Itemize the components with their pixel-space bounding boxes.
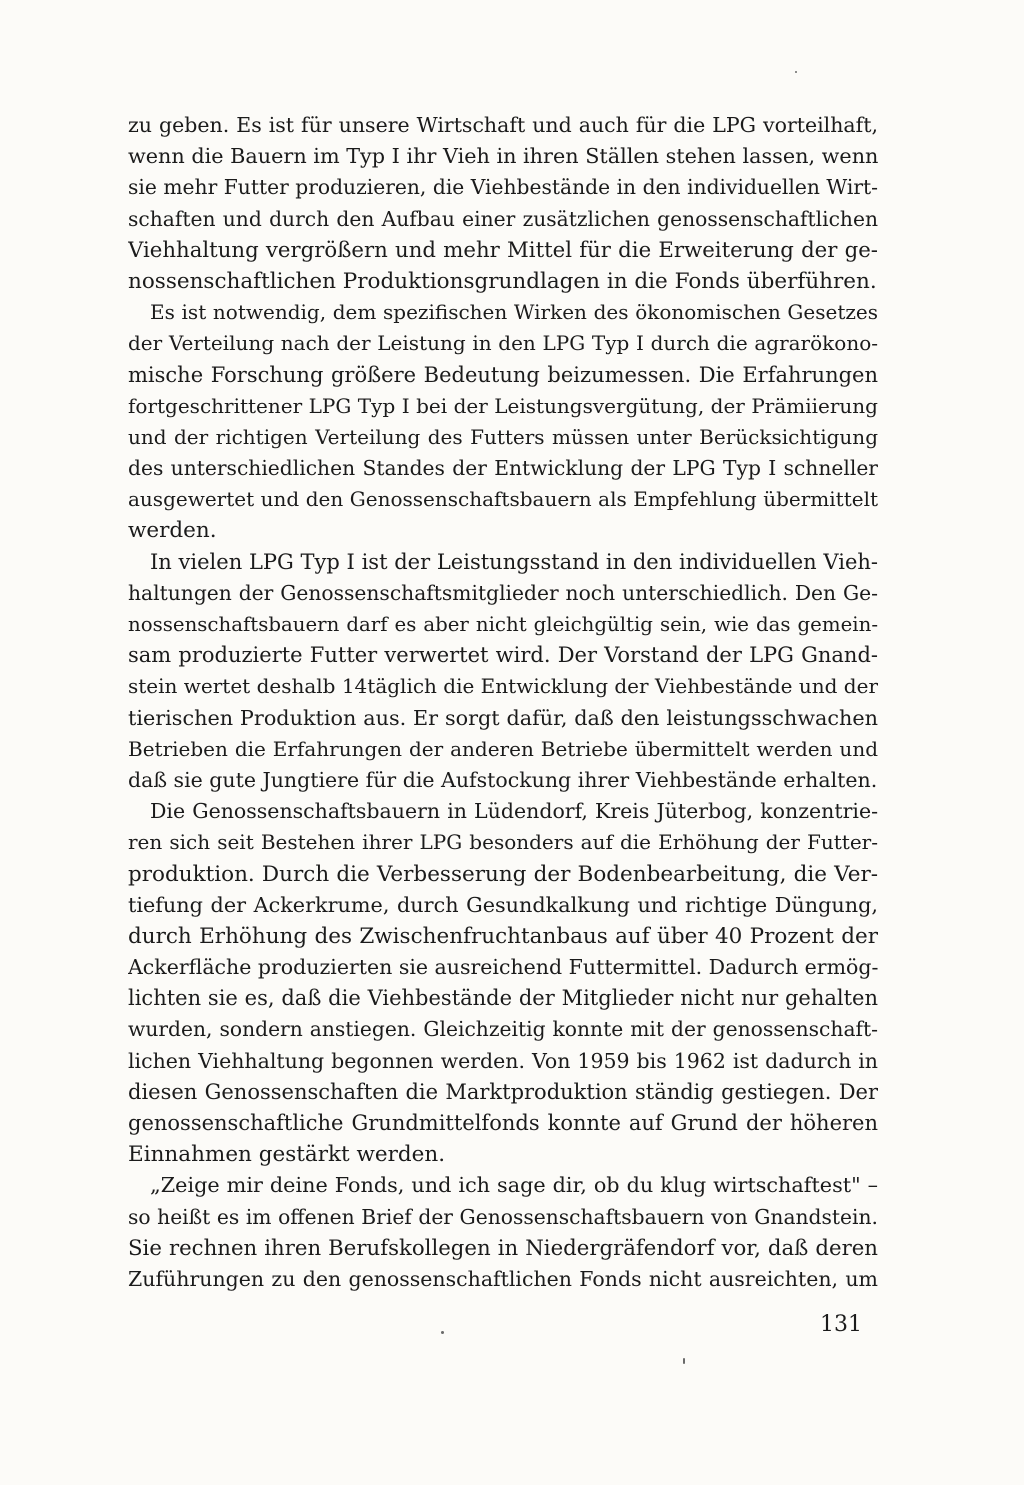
text-line: daß sie gute Jungtiere für die Aufstockung ihrer Viehbestände erhalten. — [128, 767, 878, 792]
text-line: lichen Viehhaltung begonnen werden. Von 1959 bis 1962 ist dadurch in — [128, 1048, 878, 1073]
print-speck — [795, 71, 797, 73]
text-line: nossenschaftsbauern darf es aber nicht gleichgültig sein, wie das gemein- — [128, 613, 878, 636]
text-line: durch Erhöhung des Zwischenfruchtanbaus auf über 40 Prozent der — [128, 923, 878, 949]
body-text — [128, 110, 878, 1295]
text-line: lichten sie es, daß die Viehbestände der Mitglieder nicht nur gehalten — [128, 986, 878, 1011]
text-line: ren sich seit Bestehen ihrer LPG besonders auf die Erhöhung der Futter- — [128, 830, 878, 855]
text-line: werden. — [128, 518, 217, 544]
print-speck — [683, 1358, 685, 1364]
text-line: tiefung der Ackerkrume, durch Gesundkalkung und richtige Düngung, — [128, 892, 878, 917]
text-line: Viehhaltung vergrößern und mehr Mittel für die Erweiterung der ge- — [128, 237, 878, 263]
text-line: und der richtigen Verteilung des Futters müssen unter Berücksichtigung — [128, 424, 878, 449]
page-number: 131 — [820, 1312, 862, 1337]
text-line: „Zeige mir deine Fonds, und ich sage dir, ob du klug wirtschaftest" – — [150, 1173, 878, 1198]
text-line: genossenschaftliche Grundmittelfonds konnte auf Grund der höheren — [128, 1111, 878, 1135]
text-line: so heißt es im offenen Brief der Genossenschaftsbauern von Gnandstein. — [128, 1204, 878, 1229]
text-line: Betrieben die Erfahrungen der anderen Betriebe übermittelt werden und — [128, 736, 878, 761]
text-line: In vielen LPG Typ I ist der Leistungsstand in den individuellen Vieh- — [150, 549, 878, 574]
text-line: nossenschaftlichen Produktionsgrundlagen in die Fonds überführen. — [128, 268, 877, 294]
text-line: haltungen der Genossenschaftsmitglieder noch unterschiedlich. Den Ge- — [128, 580, 878, 605]
text-line: Die Genossenschaftsbauern in Lüdendorf, Kreis Jüterbog, konzentrie- — [150, 799, 878, 824]
text-line: Es ist notwendig, dem spezifischen Wirken des ökonomischen Gesetzes — [150, 300, 878, 325]
text-line: diesen Genossenschaften die Marktproduktion ständig gestiegen. Der — [128, 1079, 878, 1104]
text-line: sie mehr Futter produzieren, die Viehbestände in den individuellen Wirt- — [128, 175, 878, 200]
text-line: fortgeschrittener LPG Typ I bei der Leistungsvergütung, der Prämiierung — [128, 393, 878, 418]
text-line: stein wertet deshalb 14täglich die Entwicklung der Viehbestände und der — [128, 674, 878, 699]
text-line: des unterschiedlichen Standes der Entwicklung der LPG Typ I schneller — [128, 456, 878, 481]
text-line: Zuführungen zu den genossenschaftlichen Fonds nicht ausreichten, um — [128, 1266, 878, 1291]
print-speck — [441, 1331, 444, 1334]
text-line: Einnahmen gestärkt werden. — [128, 1142, 446, 1168]
text-line: mische Forschung größere Bedeutung beizumessen. Die Erfahrungen — [128, 362, 878, 387]
text-line: produktion. Durch die Verbesserung der Bodenbearbeitung, die Ver- — [128, 861, 878, 887]
text-line: Ackerfläche produzierten sie ausreichend Futtermittel. Dadurch ermög- — [128, 955, 878, 980]
text-line: wenn die Bauern im Typ I ihr Vieh in ihren Ställen stehen lassen, wenn — [128, 144, 878, 169]
text-line: zu geben. Es ist für unsere Wirtschaft und auch für die LPG vorteilhaft, — [128, 113, 878, 137]
text-line: Sie rechnen ihren Berufskollegen in Niedergräfendorf vor, daß deren — [128, 1235, 878, 1261]
text-line: der Verteilung nach der Leistung in den LPG Typ I durch die agrarökono- — [128, 331, 878, 356]
text-line: sam produzierte Futter verwertet wird. Der Vorstand der LPG Gnand- — [128, 643, 878, 668]
text-line: wurden, sondern anstiegen. Gleichzeitig konnte mit der genossenschaft- — [128, 1017, 878, 1042]
text-line: tierischen Produktion aus. Er sorgt dafür, daß den leistungsschwachen — [128, 705, 878, 730]
text-line: schaften und durch den Aufbau einer zusätzlichen genossenschaftlichen — [128, 206, 878, 231]
text-line: ausgewertet und den Genossenschaftsbauern als Empfehlung übermittelt — [128, 487, 878, 512]
